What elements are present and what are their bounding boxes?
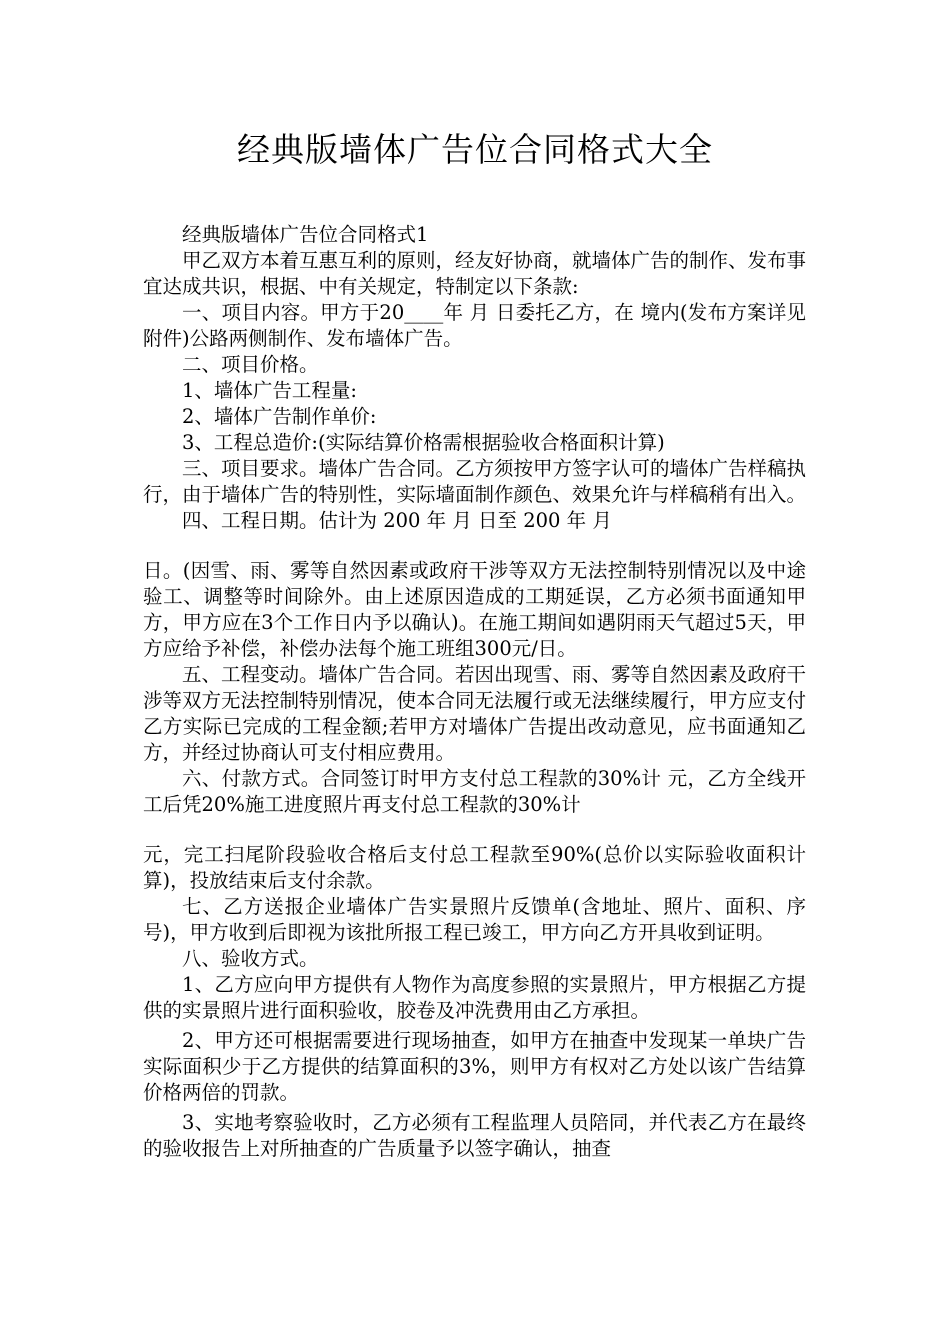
paragraph-preamble: 甲乙双方本着互惠互利的原则，经友好协商，就墙体广告的制作、发布事宜达成共识，根据、中有关规定，特制定以下条款: [143, 249, 807, 298]
paragraph-item-3: 三、项目要求。墙体广告合同。乙方须按甲方签字认可的墙体广告样稿执行，由于墙体广告的特别性，实际墙面制作颜色、效果允许与样稿稍有出入。 [143, 457, 807, 506]
paragraph-item-4: 四、工程日期。估计为 200 年 月 日至 200 年 月 [182, 509, 612, 532]
paragraph-item-2-3: 3、工程总造价:(实际结算价格需根据验收合格面积计算) [182, 431, 665, 454]
section-heading: 经典版墙体广告位合同格式1 [182, 223, 429, 246]
document-title: 经典版墙体广告位合同格式大全 [237, 130, 713, 169]
paragraph-item-8-2: 2、甲方还可根据需要进行现场抽查，如甲方在抽查中发现某一单块广告实际面积少于乙方提供的结算面积的3%，则甲方有权对乙方处以该广告结算价格两倍的罚款。 [143, 1029, 806, 1104]
paragraph-item-6: 六、付款方式。合同签订时甲方支付总工程款的30%计 元，乙方全线开工后凭20%施工进度照片再支付总工程款的30%计 [143, 767, 806, 816]
paragraph-item-8-1: 1、乙方应向甲方提供有人物作为高度参照的实景照片，甲方根据乙方提供的实景照片进行面积验收，胶卷及冲洗费用由乙方承担。 [143, 973, 806, 1022]
paragraph-item-8-3: 3、实地考察验收时，乙方必须有工程监理人员陪同，并代表乙方在最终的验收报告上对所抽查的广告质量予以签字确认，抽查 [143, 1111, 806, 1160]
paragraph-item-2-1: 1、墙体广告工程量: [182, 379, 357, 402]
paragraph-item-1: 一、项目内容。甲方于20____年 月 日委托乙方，在 境内(发布方案详见附件)公路两侧制作、发布墙体广告。 [143, 301, 806, 350]
paragraph-item-8: 八、验收方式。 [182, 947, 319, 970]
paragraph-item-2-2: 2、墙体广告制作单价: [182, 405, 377, 428]
paragraph-item-6-cont: 元，完工扫尾阶段验收合格后支付总工程款至90%(总价以实际验收面积计算)，投放结束后支付余款。 [143, 843, 806, 892]
paragraph-item-2: 二、项目价格。 [182, 353, 319, 376]
document-body [143, 222, 806, 1162]
paragraph-item-5: 五、工程变动。墙体广告合同。若因出现雪、雨、雾等自然因素及政府干涉等双方无法控制特别情况，使本合同无法履行或无法继续履行，甲方应支付乙方实际已完成的工程金额;若甲方对墙体广告提出改动意见，应书面通知乙方，并经过协商认可支付相应费用。 [143, 663, 807, 764]
paragraph-item-4-cont: 日。(因雪、雨、雾等自然因素或政府干涉等双方无法控制特别情况以及中途验工、调整等时间除外。由上述原因造成的工期延误，乙方必须书面通知甲方，甲方应在3个工作日内予以确认)。在施工期间如遇阴雨天气超过5天，甲方应给予补偿，补偿办法每个施工班组300元/日。 [143, 559, 806, 660]
paragraph-item-7: 七、乙方送报企业墙体广告实景照片反馈单(含地址、照片、面积、序号)，甲方收到后即视为该批所报工程已竣工，甲方向乙方开具收到证明。 [143, 895, 806, 944]
